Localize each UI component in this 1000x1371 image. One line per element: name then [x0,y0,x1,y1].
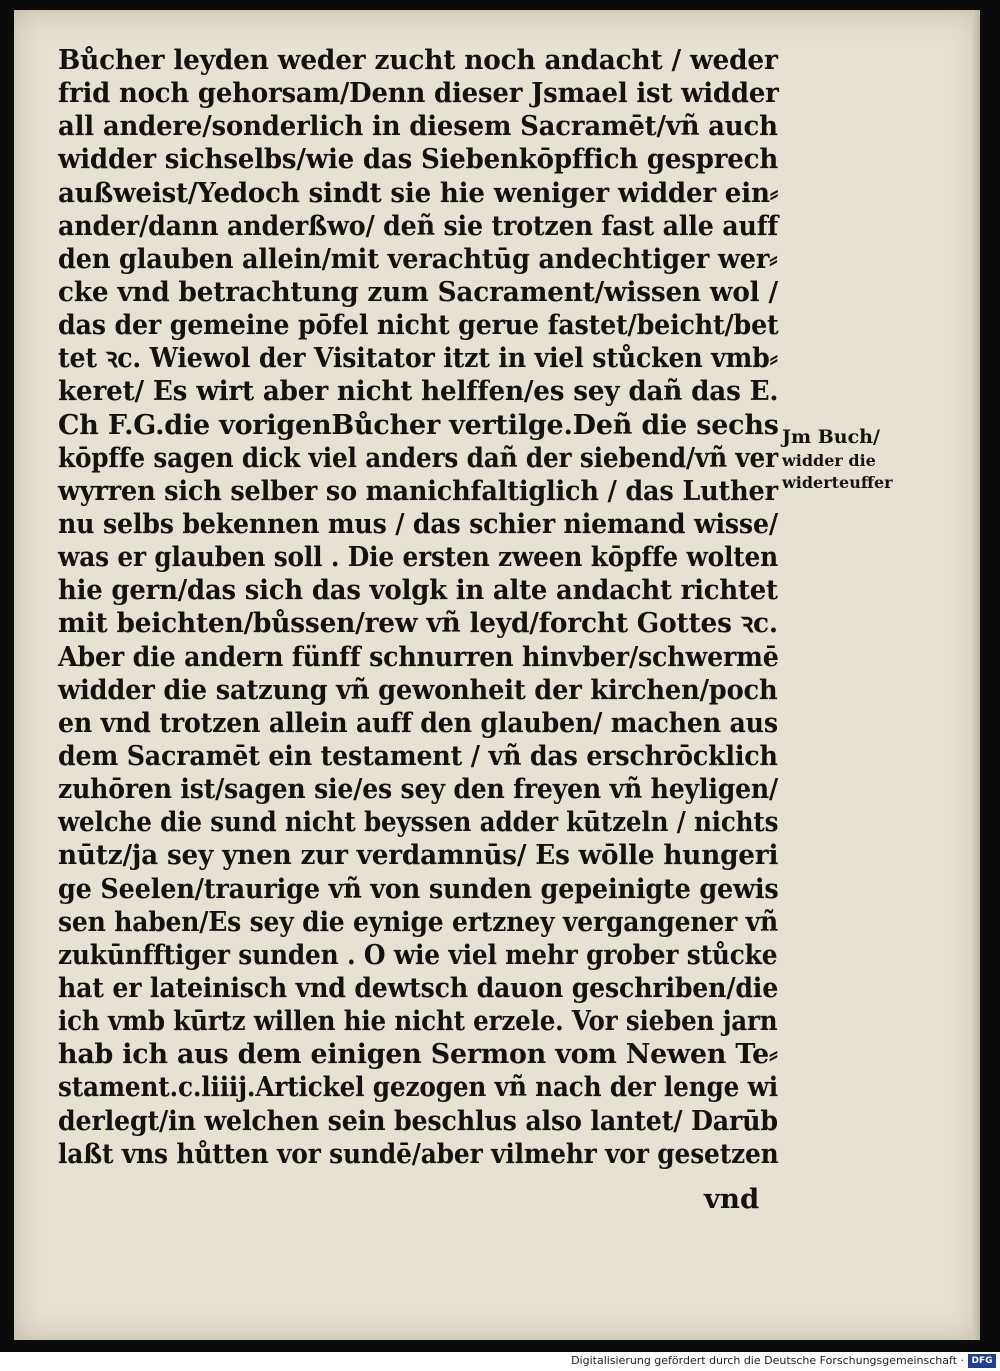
text-line: tet ꝛc. Wiewol der Visitator itzt in viel stůcken vmb⸗ [58,342,778,375]
text-line: nūtz/ja sey ynen zur verdamnūs/ Es wōlle hungeri [58,839,779,872]
text-line: Aber die andern fünff schnurren hinvber/schwermē [58,640,779,673]
page-edge [972,10,980,1340]
text-line: widder sichselbs/wie das Siebenkōpffich gesprech [58,143,779,176]
text-line: Ch F.G.die vorigenBůcher vertilge.Deñ die sechs [58,408,779,441]
marginal-note-line: widder die [782,451,876,470]
text-line: hie gern/das sich das volgk in alte andacht richtet [58,574,778,607]
text-line: Bůcher leyden weder zucht noch andacht / weder [58,44,778,76]
text-line: frid noch gehorsam/Denn dieser Jsmael ist widder [58,77,779,110]
text-line: zuhōren ist/sagen sie/es sey den freyen vñ heyligen/ [58,773,779,806]
main-text-block [58,44,778,1171]
text-line: zukūnfftiger sunden . O wie viel mehr grober stůcke [58,938,778,971]
text-line: laßt vns hůtten vor sundē/aber vilmehr vor gesetzen [58,1137,779,1170]
text-line: hat er lateinisch vnd dewtsch dauon geschriben/die [58,971,779,1004]
text-line: cke vnd betrachtung zum Sacrament/wissen wol / [58,275,778,308]
dfg-logo: DFG [968,1354,996,1368]
text-line: en vnd trotzen allein auff den glauben/ machen aus [58,706,778,739]
marginal-note-line: Jm Buch/ [782,426,880,448]
text-line: all andere/sonderlich in diesem Sacramēt/vñ auch [58,110,778,143]
text-line: außweist/Yedoch sindt sie hie weniger widder ein⸗ [58,176,779,209]
book-page [14,10,980,1340]
text-line: mit beichten/bůssen/rew vñ leyd/forcht Gottes ꝛc. [58,607,778,640]
funding-credit: Digitalisierung gefördert durch die Deutsche Forschungsgemeinschaft · [571,1354,964,1367]
text-line: keret/ Es wirt aber nicht helffen/es sey dañ das E. [58,375,779,408]
text-line: welche die sund nicht beyssen adder kūtzeln / nichts [58,806,779,839]
text-line: ich vmb kūrtz willen hie nicht erzele. Vor sieben jarn [58,1005,778,1038]
text-line: ge Seelen/traurige vñ von sunden gepeinigte gewis [58,872,779,905]
text-line: widder die satzung vñ gewonheit der kirchen/poch [58,673,778,706]
footer-bar [0,1352,1000,1371]
text-line: stament.c.liiij.Artickel gezogen vñ nach der lenge wi [58,1071,778,1104]
text-line: dem Sacramēt ein testament / vñ das erschrōcklich [58,739,778,772]
text-line: das der gemeine pōfel nicht gerue fastet/beicht/bet [58,309,779,342]
text-line: wyrren sich selber so manichfaltiglich / das Luther [58,474,778,507]
text-line: hab ich aus dem einigen Sermon vom Newen Te⸗ [58,1038,778,1071]
catchword: vnd [704,1183,760,1215]
text-line: ander/dann anderßwo/ deñ sie trotzen fast alle auff [58,209,779,242]
text-line: den glauben allein/mit verachtūg andechtiger wer⸗ [58,242,778,275]
text-line: derlegt/in welchen sein beschlus also lantet/ Darūb [58,1104,778,1137]
text-line: sen haben/Es sey die eynige ertzney vergangener vñ [58,905,779,938]
text-line: nu selbs bekennen mus / das schier niemand wisse/ [58,507,778,540]
marginal-note [782,424,972,494]
marginal-note-line: widerteuffer [782,473,893,492]
text-line: kōpffe sagen dick viel anders dañ der siebend/vñ ver [58,441,778,474]
text-line: was er glauben soll . Die ersten zween kōpffe wolten [58,541,779,574]
